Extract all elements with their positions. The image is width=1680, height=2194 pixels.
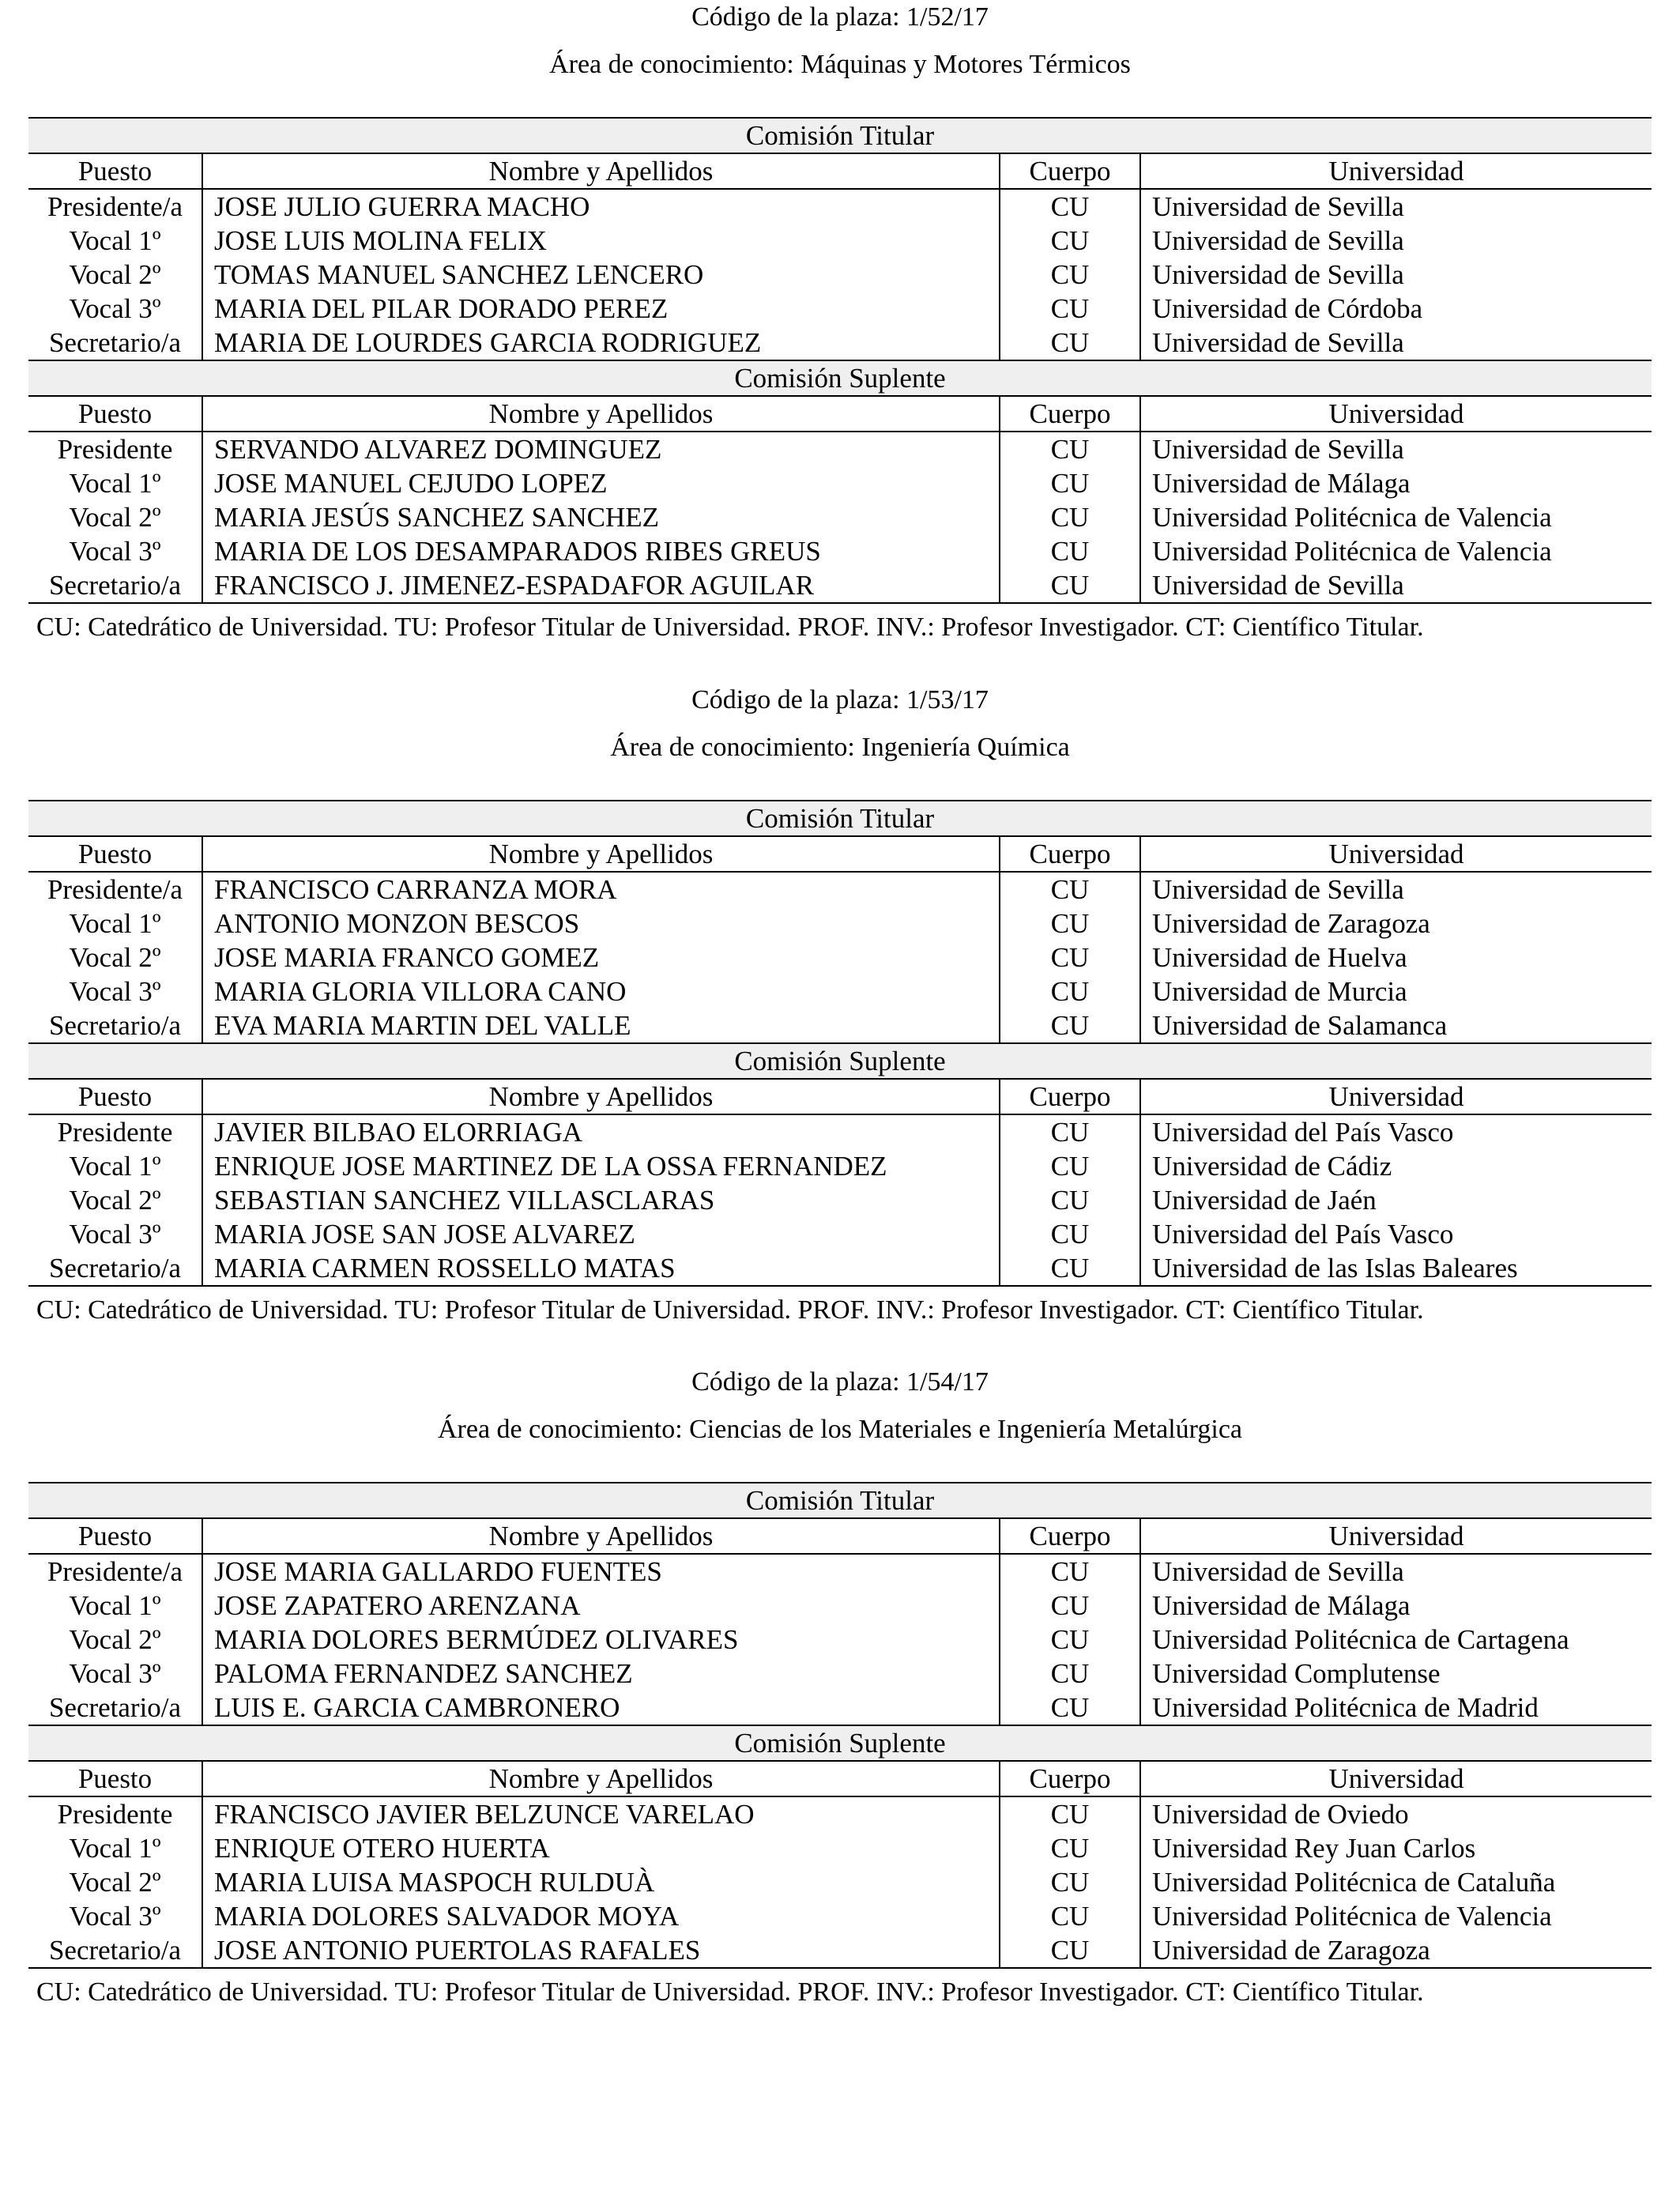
cell-puesto: Presidente/a xyxy=(28,189,202,224)
comision-titular xyxy=(28,801,1652,1043)
cell-puesto: Vocal 1º xyxy=(28,1589,202,1623)
table-header-row xyxy=(28,1079,1652,1114)
cell-puesto: Vocal 3º xyxy=(28,974,202,1008)
header-universidad: Universidad xyxy=(1140,1761,1652,1796)
cell-nombre: EVA MARIA MARTIN DEL VALLE xyxy=(214,1009,631,1041)
header-universidad: Universidad xyxy=(1140,153,1652,189)
comision-suplente-title: Comisión Suplente xyxy=(28,1725,1652,1761)
cell-universidad: Universidad de Sevilla xyxy=(1152,433,1404,465)
table-row xyxy=(28,1796,1652,1831)
cell-cuerpo: CU xyxy=(1000,1589,1140,1623)
cell-cuerpo: CU xyxy=(1000,568,1140,603)
comision-suplente-band xyxy=(28,1043,1652,1079)
cell-cuerpo: CU xyxy=(1000,872,1140,907)
header-nombre: Nombre y Apellidos xyxy=(202,396,1000,432)
cell-cuerpo: CU xyxy=(1000,1554,1140,1589)
cell-universidad: Universidad Politécnica de Valencia xyxy=(1152,501,1552,533)
cell-puesto: Vocal 3º xyxy=(28,1217,202,1251)
comision-suplente xyxy=(28,1043,1652,1286)
cell-nombre: MARIA GLORIA VILLORA CANO xyxy=(214,975,627,1007)
codigo-plaza: Código de la plaza: 1/53/17 xyxy=(691,685,989,714)
cell-cuerpo: CU xyxy=(1000,1183,1140,1217)
cell-puesto: Vocal 2º xyxy=(28,500,202,534)
area-conocimiento: Área de conocimiento: Ingeniería Química xyxy=(610,733,1070,762)
header-puesto: Puesto xyxy=(28,836,202,872)
cell-puesto: Secretario/a xyxy=(28,568,202,603)
header-cuerpo: Cuerpo xyxy=(1000,1518,1140,1554)
cell-cuerpo: CU xyxy=(1000,326,1140,360)
cell-puesto: Secretario/a xyxy=(28,1691,202,1725)
cell-puesto: Vocal 2º xyxy=(28,941,202,974)
cell-universidad: Universidad de Málaga xyxy=(1152,1589,1411,1621)
cell-cuerpo: CU xyxy=(1000,907,1140,941)
cell-nombre: MARIA JOSE SAN JOSE ALVAREZ xyxy=(214,1218,635,1250)
header-puesto: Puesto xyxy=(28,1761,202,1796)
table-row xyxy=(28,1657,1652,1691)
cell-cuerpo: CU xyxy=(1000,1933,1140,1968)
cell-universidad: Universidad de Zaragoza xyxy=(1140,1933,1652,1968)
table-row xyxy=(28,1149,1652,1183)
cell-puesto: Vocal 3º xyxy=(28,1657,202,1691)
comision-titular-title: Comisión Titular xyxy=(28,1483,1652,1518)
cell-puesto: Secretario/a xyxy=(28,1933,202,1968)
table-row xyxy=(28,907,1652,941)
cell-universidad: Universidad de las Islas Baleares xyxy=(1140,1251,1652,1286)
cell-puesto: Vocal 3º xyxy=(28,534,202,568)
table-row xyxy=(28,189,1652,224)
cell-nombre: MARIA DEL PILAR DORADO PEREZ xyxy=(214,292,669,324)
area-conocimiento: Área de conocimiento: Máquinas y Motores Térmicos xyxy=(549,50,1131,79)
cell-puesto: Secretario/a xyxy=(28,1251,202,1286)
table-row xyxy=(28,1623,1652,1657)
cell-universidad: Universidad Politécnica de Cataluña xyxy=(1152,1866,1556,1898)
cell-cuerpo: CU xyxy=(1000,1251,1140,1286)
header-cuerpo: Cuerpo xyxy=(1000,1079,1140,1114)
table-row xyxy=(28,1865,1652,1899)
header-nombre: Nombre y Apellidos xyxy=(202,1518,1000,1554)
cell-nombre: JOSE ANTONIO PUERTOLAS RAFALES xyxy=(202,1933,1000,1968)
cell-universidad: Universidad de Salamanca xyxy=(1152,1009,1448,1041)
cell-cuerpo: CU xyxy=(1000,1114,1140,1149)
cell-nombre: MARIA DOLORES SALVADOR MOYA xyxy=(214,1900,680,1932)
comision-suplente xyxy=(28,360,1652,603)
table-header-row xyxy=(28,396,1652,432)
cell-nombre: LUIS E. GARCIA CAMBRONERO xyxy=(214,1691,620,1723)
table-row xyxy=(28,974,1652,1008)
cell-puesto: Presidente xyxy=(28,432,202,466)
header-cuerpo: Cuerpo xyxy=(1000,396,1140,432)
cell-nombre: JOSE MARIA GALLARDO FUENTES xyxy=(214,1555,662,1587)
cell-puesto: Vocal 2º xyxy=(28,1623,202,1657)
comision-table xyxy=(28,117,1652,604)
table-row xyxy=(28,500,1652,534)
cell-nombre: FRANCISCO CARRANZA MORA xyxy=(214,873,617,905)
cell-nombre: JOSE ZAPATERO ARENZANA xyxy=(214,1589,581,1621)
table-row xyxy=(28,292,1652,326)
cell-universidad: Universidad de Zaragoza xyxy=(1152,907,1430,939)
table-header-row xyxy=(28,836,1652,872)
cell-cuerpo: CU xyxy=(1000,500,1140,534)
cell-cuerpo: CU xyxy=(1000,1217,1140,1251)
cell-universidad: Universidad Complutense xyxy=(1152,1657,1441,1689)
cell-puesto: Presidente/a xyxy=(28,1554,202,1589)
table-header-row xyxy=(28,153,1652,189)
cell-nombre: JOSE JULIO GUERRA MACHO xyxy=(214,190,590,222)
table-row xyxy=(28,1114,1652,1149)
cell-cuerpo: CU xyxy=(1000,534,1140,568)
header-nombre: Nombre y Apellidos xyxy=(202,1079,1000,1114)
comision-titular xyxy=(28,1483,1652,1725)
comision-titular xyxy=(28,118,1652,360)
cell-universidad: Universidad de Oviedo xyxy=(1152,1798,1409,1830)
cell-universidad: Universidad de Sevilla xyxy=(1140,568,1652,603)
table-row xyxy=(28,1554,1652,1589)
cell-universidad: Universidad de Sevilla xyxy=(1152,873,1404,905)
header-puesto: Puesto xyxy=(28,396,202,432)
header-cuerpo: Cuerpo xyxy=(1000,1761,1140,1796)
cell-puesto: Vocal 3º xyxy=(28,292,202,326)
cell-universidad: Universidad de Murcia xyxy=(1152,975,1407,1007)
table-row xyxy=(28,1933,1652,1968)
cell-nombre: FRANCISCO J. JIMENEZ-ESPADAFOR AGUILAR xyxy=(202,568,1000,603)
cell-cuerpo: CU xyxy=(1000,1831,1140,1865)
cell-universidad: Universidad de Sevilla xyxy=(1152,190,1404,222)
table-row xyxy=(28,258,1652,292)
cell-puesto: Secretario/a xyxy=(28,326,202,360)
table-row xyxy=(28,1217,1652,1251)
table-header-row xyxy=(28,1518,1652,1554)
area-conocimiento: Área de conocimiento: Ciencias de los Materiales e Ingeniería Metalúrgica xyxy=(437,1415,1243,1444)
cell-universidad: Universidad de Cádiz xyxy=(1152,1150,1392,1182)
table-row xyxy=(28,1589,1652,1623)
cell-puesto: Vocal 2º xyxy=(28,1183,202,1217)
header-nombre: Nombre y Apellidos xyxy=(202,153,1000,189)
legend-note: CU: Catedrático de Universidad. TU: Profesor Titular de Universidad. PROF. INV.: Profesor Investigador. CT: Científico Titular. xyxy=(36,613,1424,642)
comision-suplente-title: Comisión Suplente xyxy=(28,1043,1652,1079)
header-universidad: Universidad xyxy=(1140,1079,1652,1114)
header-puesto: Puesto xyxy=(28,1079,202,1114)
cell-puesto: Vocal 3º xyxy=(28,1899,202,1933)
table-row xyxy=(28,534,1652,568)
cell-puesto: Secretario/a xyxy=(28,1008,202,1043)
cell-nombre: ANTONIO MONZON BESCOS xyxy=(214,907,580,939)
table-row xyxy=(28,941,1652,974)
cell-universidad: Universidad de Huelva xyxy=(1152,941,1407,973)
comision-suplente xyxy=(28,1725,1652,1968)
cell-nombre: MARIA CARMEN ROSSELLO MATAS xyxy=(202,1251,1000,1286)
table-row xyxy=(28,466,1652,500)
cell-nombre: ENRIQUE JOSE MARTINEZ DE LA OSSA FERNANDEZ xyxy=(214,1150,887,1182)
cell-universidad: Universidad Politécnica de Madrid xyxy=(1152,1691,1539,1723)
cell-cuerpo: CU xyxy=(1000,258,1140,292)
header-universidad: Universidad xyxy=(1140,836,1652,872)
header-universidad: Universidad xyxy=(1140,396,1652,432)
cell-puesto: Vocal 1º xyxy=(28,907,202,941)
cell-nombre: MARIA LUISA MASPOCH RULDUÀ xyxy=(214,1866,655,1898)
cell-cuerpo: CU xyxy=(1000,974,1140,1008)
cell-puesto: Vocal 1º xyxy=(28,466,202,500)
cell-universidad: Universidad Politécnica de Cartagena xyxy=(1152,1623,1569,1655)
header-cuerpo: Cuerpo xyxy=(1000,836,1140,872)
table-row xyxy=(28,1899,1652,1933)
cell-universidad: Universidad de Córdoba xyxy=(1152,292,1423,324)
comision-suplente-title: Comisión Suplente xyxy=(28,360,1652,396)
comision-suplente-band xyxy=(28,1725,1652,1761)
cell-cuerpo: CU xyxy=(1000,1623,1140,1657)
cell-universidad: Universidad Politécnica de Valencia xyxy=(1152,1900,1552,1932)
table-row xyxy=(28,1008,1652,1043)
cell-nombre: MARIA DE LOURDES GARCIA RODRIGUEZ xyxy=(214,326,762,358)
cell-puesto: Vocal 1º xyxy=(28,224,202,258)
table-row xyxy=(28,872,1652,907)
header-cuerpo: Cuerpo xyxy=(1000,153,1140,189)
codigo-plaza: Código de la plaza: 1/54/17 xyxy=(691,1367,989,1397)
cell-cuerpo: CU xyxy=(1000,1008,1140,1043)
cell-cuerpo: CU xyxy=(1000,432,1140,466)
comision-titular-band xyxy=(28,118,1652,153)
cell-nombre: MARIA DOLORES BERMÚDEZ OLIVARES xyxy=(214,1623,739,1655)
cell-puesto: Vocal 1º xyxy=(28,1831,202,1865)
cell-nombre: PALOMA FERNANDEZ SANCHEZ xyxy=(214,1657,633,1689)
legend-note: CU: Catedrático de Universidad. TU: Profesor Titular de Universidad. PROF. INV.: Profesor Investigador. CT: Científico Titular. xyxy=(36,1977,1424,2007)
codigo-plaza: Código de la plaza: 1/52/17 xyxy=(691,2,989,32)
header-universidad: Universidad xyxy=(1140,1518,1652,1554)
table-row xyxy=(28,1251,1652,1286)
cell-cuerpo: CU xyxy=(1000,1796,1140,1831)
cell-universidad: Universidad Rey Juan Carlos xyxy=(1152,1832,1476,1864)
cell-universidad: Universidad del País Vasco xyxy=(1152,1218,1454,1250)
comision-table xyxy=(28,1482,1652,1969)
cell-nombre: JOSE MANUEL CEJUDO LOPEZ xyxy=(214,467,608,499)
legend-note: CU: Catedrático de Universidad. TU: Profesor Titular de Universidad. PROF. INV.: Profesor Investigador. CT: Científico Titular. xyxy=(36,1295,1424,1325)
cell-cuerpo: CU xyxy=(1000,1149,1140,1183)
header-puesto: Puesto xyxy=(28,1518,202,1554)
cell-cuerpo: CU xyxy=(1000,1691,1140,1725)
cell-nombre: TOMAS MANUEL SANCHEZ LENCERO xyxy=(214,258,704,290)
cell-cuerpo: CU xyxy=(1000,1899,1140,1933)
cell-universidad: Universidad del País Vasco xyxy=(1152,1116,1454,1148)
cell-nombre: SERVANDO ALVAREZ DOMINGUEZ xyxy=(214,433,662,465)
header-nombre: Nombre y Apellidos xyxy=(202,1761,1000,1796)
cell-nombre: JOSE LUIS MOLINA FELIX xyxy=(214,224,547,256)
cell-universidad: Universidad de Sevilla xyxy=(1152,326,1404,358)
table-row xyxy=(28,432,1652,466)
cell-cuerpo: CU xyxy=(1000,466,1140,500)
cell-nombre: FRANCISCO JAVIER BELZUNCE VARELAO xyxy=(214,1798,755,1830)
header-nombre: Nombre y Apellidos xyxy=(202,836,1000,872)
cell-universidad: Universidad de Jaén xyxy=(1152,1184,1377,1216)
table-row xyxy=(28,326,1652,360)
comision-table xyxy=(28,800,1652,1287)
comision-titular-band xyxy=(28,801,1652,836)
cell-nombre: JAVIER BILBAO ELORRIAGA xyxy=(214,1116,583,1148)
cell-puesto: Presidente xyxy=(28,1114,202,1149)
cell-cuerpo: CU xyxy=(1000,189,1140,224)
table-row xyxy=(28,1831,1652,1865)
cell-cuerpo: CU xyxy=(1000,292,1140,326)
cell-universidad: Universidad de Sevilla xyxy=(1152,224,1404,256)
comision-titular-band xyxy=(28,1483,1652,1518)
comision-titular-title: Comisión Titular xyxy=(28,801,1652,836)
table-row xyxy=(28,1183,1652,1217)
cell-cuerpo: CU xyxy=(1000,941,1140,974)
table-row xyxy=(28,224,1652,258)
cell-cuerpo: CU xyxy=(1000,224,1140,258)
cell-nombre: MARIA JESÚS SANCHEZ SANCHEZ xyxy=(214,501,659,533)
cell-puesto: Vocal 2º xyxy=(28,258,202,292)
header-puesto: Puesto xyxy=(28,153,202,189)
table-row xyxy=(28,568,1652,603)
table-row xyxy=(28,1691,1652,1725)
cell-nombre: MARIA DE LOS DESAMPARADOS RIBES GREUS xyxy=(214,535,821,567)
cell-puesto: Presidente xyxy=(28,1796,202,1831)
table-header-row xyxy=(28,1761,1652,1796)
cell-universidad: Universidad de Málaga xyxy=(1152,467,1411,499)
cell-universidad: Universidad de Sevilla xyxy=(1152,258,1404,290)
comision-titular-title: Comisión Titular xyxy=(28,118,1652,153)
cell-cuerpo: CU xyxy=(1000,1865,1140,1899)
cell-universidad: Universidad Politécnica de Valencia xyxy=(1152,535,1552,567)
cell-cuerpo: CU xyxy=(1000,1657,1140,1691)
cell-nombre: ENRIQUE OTERO HUERTA xyxy=(214,1832,550,1864)
cell-puesto: Vocal 1º xyxy=(28,1149,202,1183)
cell-nombre: JOSE MARIA FRANCO GOMEZ xyxy=(214,941,600,973)
cell-puesto: Vocal 2º xyxy=(28,1865,202,1899)
cell-nombre: SEBASTIAN SANCHEZ VILLASCLARAS xyxy=(214,1184,715,1216)
cell-universidad: Universidad de Sevilla xyxy=(1152,1555,1404,1587)
cell-puesto: Presidente/a xyxy=(28,872,202,907)
comision-suplente-band xyxy=(28,360,1652,396)
